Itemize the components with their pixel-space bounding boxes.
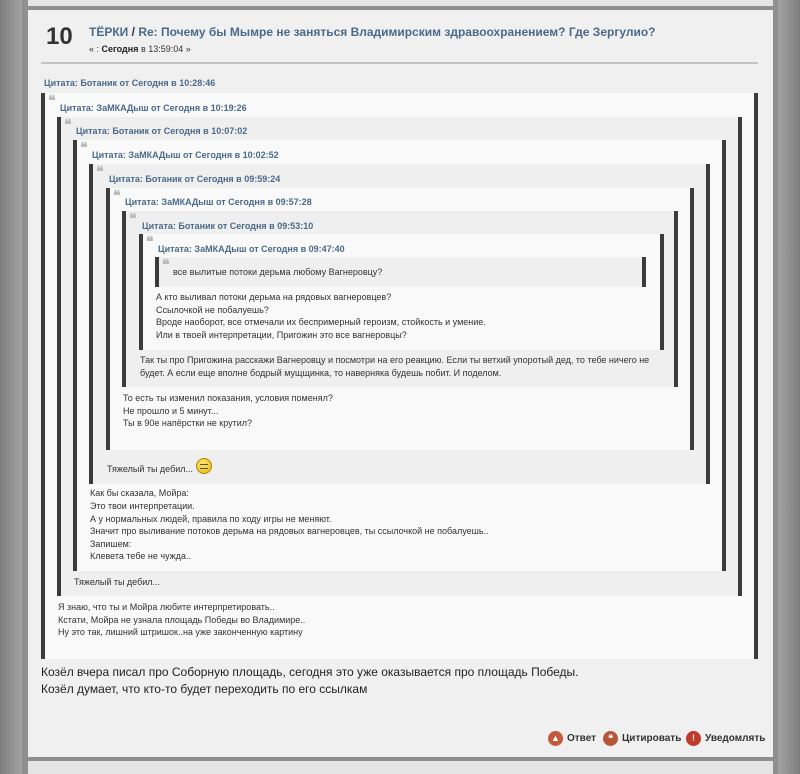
title-separator: / — [131, 25, 135, 39]
quote-line: Вроде наоборот, все отмечали их беспримерный героизм, стойкость и умение. — [156, 317, 486, 327]
quote-icon: ❝ — [603, 731, 618, 746]
post-body-line: Козёл думает, что кто-то будет переходить по его ссылкам — [41, 682, 368, 696]
quote-line: Тяжелый ты дебил... — [74, 577, 161, 587]
quote-line: Как бы сказала, Мойра: — [90, 488, 189, 498]
notify-icon: ! — [686, 731, 701, 746]
innermost-quote-text: все вылитые потоки дерьма любому Вагнеровцу? — [173, 267, 383, 277]
quote-line: Ну это так, лишний штришок..на уже законченную картину — [58, 627, 303, 637]
quote-title-1[interactable]: Цитата: Ботаник от Сегодня в 10:28:46 — [44, 78, 216, 88]
quote-mark-icon: ❝ — [129, 211, 137, 227]
quote-line: Ты в 90е напёрстки не крутил? — [123, 418, 253, 428]
quote-title-5[interactable]: Цитата: Ботаник от Сегодня в 09:59:24 — [109, 174, 281, 184]
date-time: в 13:59:04 » — [140, 44, 191, 54]
quote-mark-icon: ❝ — [96, 164, 104, 180]
quote-line: Или в твоей интерпретации, Пригожин это все вагнеровцы? — [156, 330, 407, 340]
quote-line: Я знаю, что ты и Мойра любите интерпретировать.. — [58, 602, 275, 612]
quote-title-4[interactable]: Цитата: ЗаМКАДыш от Сегодня в 10:02:52 — [92, 150, 279, 160]
board-link[interactable]: ТЁРКИ — [89, 25, 129, 39]
quote-line: Клевета тебе не чужда.. — [90, 551, 191, 561]
quote-line: Кстати, Мойра не узнала площадь Победы во Владимире.. — [58, 615, 306, 625]
quote-line: Запишем: — [90, 539, 132, 549]
quote-label: Цитировать — [622, 733, 682, 744]
quote-mark-icon: ❝ — [113, 188, 121, 204]
quote-line: Это твои интерпретации. — [90, 501, 195, 511]
quote-line: будет. А если еще вполне бодрый мущщинка, то наверняка будешь побит. И поделом. — [140, 368, 502, 378]
quote-mark-icon: ❝ — [48, 93, 56, 109]
next-post-edge — [28, 761, 773, 774]
quote-line: Не прошло и 5 минут... — [123, 406, 219, 416]
subject-link[interactable]: Re: Почему бы Мымре не заняться Владимирским здравоохранением? Где Зергулио? — [138, 25, 656, 39]
quote-line: Тяжелый ты дебил... — [107, 464, 194, 474]
post-number: 10 — [46, 23, 73, 50]
quote-area — [28, 10, 773, 757]
smiley-icon — [196, 458, 212, 474]
quote-line: Ссылочкой не побалуешь? — [156, 305, 269, 315]
forum-post — [28, 10, 773, 757]
reply-label: Ответ — [567, 733, 597, 744]
reply-icon: ▲ — [548, 731, 563, 746]
quote-line: То есть ты изменил показания, условия поменял? — [123, 393, 333, 403]
quote-mark-icon: ❝ — [80, 140, 88, 156]
page-background-right — [778, 0, 800, 774]
quote-title-2[interactable]: Цитата: ЗаМКАДыш от Сегодня в 10:19:26 — [60, 103, 247, 113]
quote-line: Значит про выливание потоков дерьма на рядовых вагнеровцев, ты ссылочкой не побалуешь.. — [90, 526, 489, 536]
quote-title-7[interactable]: Цитата: Ботаник от Сегодня в 09:53:10 — [142, 221, 314, 231]
quote-mark-icon: ❝ — [146, 234, 154, 250]
quote-line: А у нормальных людей, правила по ходу игры не меняют. — [90, 514, 332, 524]
quote-title-6[interactable]: Цитата: ЗаМКАДыш от Сегодня в 09:57:28 — [125, 197, 312, 207]
date-prefix: « : — [89, 44, 100, 54]
date-day: Сегодня — [101, 44, 139, 54]
post-body-line: Козёл вчера писал про Соборную площадь, сегодня это уже оказывается про площадь Победы. — [41, 665, 579, 679]
quote-line: А кто выливал потоки дерьма на рядовых вагнеровцев? — [156, 292, 392, 302]
previous-post-edge — [28, 0, 773, 6]
notify-label: Уведомлять — [705, 733, 766, 744]
quote-title-8[interactable]: Цитата: ЗаМКАДыш от Сегодня в 09:47:40 — [158, 244, 345, 254]
quote-title-3[interactable]: Цитата: Ботаник от Сегодня в 10:07:02 — [76, 126, 248, 136]
quote-mark-icon: ❝ — [64, 117, 72, 133]
quote-mark-icon: ❝ — [162, 257, 170, 273]
page-background-left — [0, 0, 22, 774]
quote-line: Так ты про Пригожина расскажи Вагнеровцу и посмотри на его реакцию. Если ты ветхий упоротый дед, то тебе ничего не — [140, 355, 650, 365]
